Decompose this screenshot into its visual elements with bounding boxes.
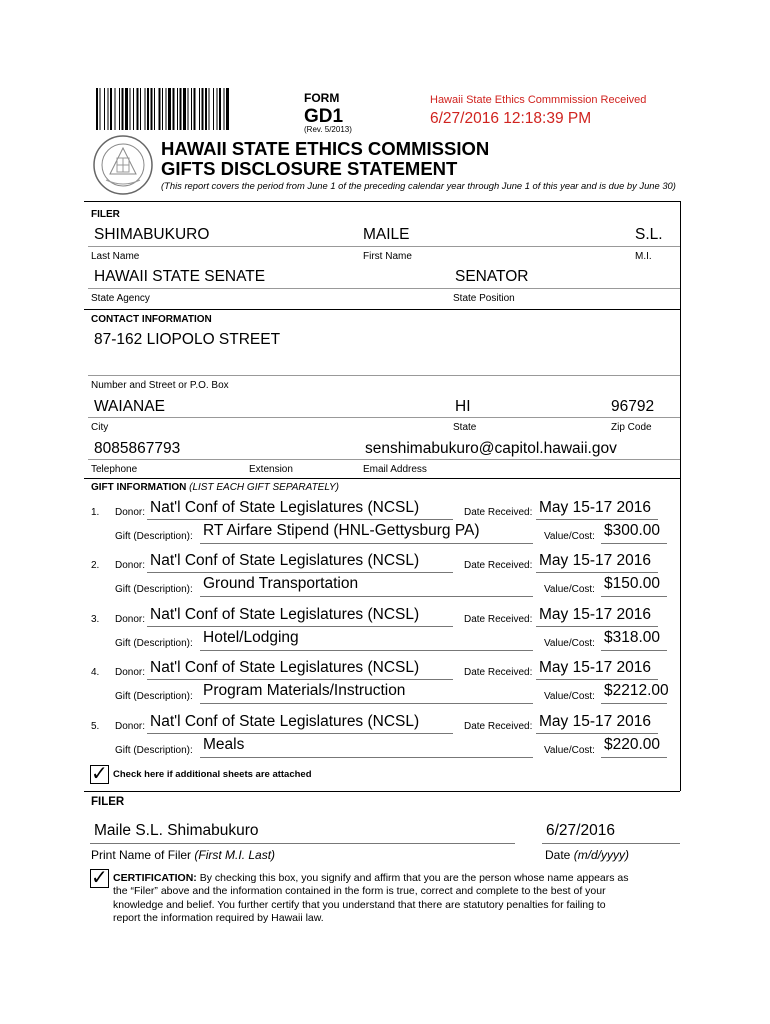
- gift-value-label: Value/Cost:: [544, 745, 595, 756]
- barcode-bar: [147, 88, 149, 130]
- barcode-bar: [226, 88, 229, 130]
- gift-donor-label: Donor:: [115, 560, 146, 571]
- gift-description-value[interactable]: Meals: [203, 736, 245, 753]
- telephone-value[interactable]: 8085867793: [94, 440, 181, 457]
- barcode-bar: [151, 88, 153, 130]
- gift-value-value[interactable]: $318.00: [604, 629, 661, 646]
- gift-value-value[interactable]: $150.00: [604, 575, 661, 592]
- state-agency-label: State Agency: [91, 293, 150, 304]
- city-value[interactable]: WAIANAE: [94, 398, 165, 415]
- first-name-value[interactable]: MAILE: [363, 226, 410, 243]
- gift-date-value[interactable]: May 15-17 2016: [539, 659, 652, 676]
- page-title-line2: GIFTS DISCLOSURE STATEMENT: [161, 158, 458, 179]
- barcode-bar: [159, 88, 161, 130]
- barcode-bar: [180, 88, 182, 130]
- email-label: Email Address: [363, 464, 427, 475]
- gift-donor-label: Donor:: [115, 667, 146, 678]
- barcode-bar: [199, 88, 200, 130]
- gift-value-label: Value/Cost:: [544, 691, 595, 702]
- barcode-bar: [183, 88, 186, 130]
- print-name-caption: [91, 848, 275, 862]
- signature-date-label: Date: [545, 848, 571, 862]
- form-label: FORM: [304, 91, 340, 105]
- gift-date-label: Date Received:: [464, 667, 533, 678]
- zip-value[interactable]: 96792: [611, 398, 655, 415]
- barcode-bar: [130, 88, 131, 130]
- print-name-hint: (First M.I. Last): [194, 848, 276, 862]
- gift-section-note: (LIST EACH GIFT SEPARATELY): [189, 482, 339, 493]
- check-icon: ✓: [91, 761, 108, 785]
- report-period-note: (This report covers the period from June 1 of the preceding calendar year through June 1 of this year and is due by June 30): [161, 180, 676, 191]
- certification-text: [113, 872, 629, 925]
- gift-description-label: Gift (Description):: [115, 691, 193, 702]
- barcode-bar: [205, 88, 207, 130]
- gift-value-label: Value/Cost:: [544, 531, 595, 542]
- gift-date-label: Date Received:: [464, 721, 533, 732]
- certification-line-1: By checking this box, you signify and affirm that you are the person whose name appears as: [199, 872, 629, 884]
- barcode-bar: [162, 88, 163, 130]
- barcode-bar: [108, 88, 109, 130]
- gift-description-label: Gift (Description):: [115, 638, 193, 649]
- check-icon: ✓: [91, 865, 108, 889]
- barcode-bar: [145, 88, 146, 130]
- gift-value-value[interactable]: $2212.00: [604, 682, 669, 699]
- state-seal-icon: [92, 134, 154, 196]
- gift-description-value[interactable]: Program Materials/Instruction: [203, 682, 406, 699]
- barcode-bar: [125, 88, 128, 130]
- gift-description-value[interactable]: Ground Transportation: [203, 575, 359, 592]
- gift-donor-value[interactable]: Nat'l Conf of State Legislatures (NCSL): [150, 713, 420, 730]
- barcode-bar: [209, 88, 210, 130]
- barcode-bar: [219, 88, 221, 130]
- gift-donor-label: Donor:: [115, 507, 146, 518]
- gift-donor-value[interactable]: Nat'l Conf of State Legislatures (NCSL): [150, 552, 420, 569]
- first-name-label: First Name: [363, 251, 412, 262]
- middle-initial-value[interactable]: S.L.: [635, 226, 663, 243]
- gift-description-value[interactable]: Hotel/Lodging: [203, 629, 299, 646]
- barcode-bar: [115, 88, 116, 130]
- gift-value-label: Value/Cost:: [544, 584, 595, 595]
- received-stamp-label: Hawaii State Ethics Commmission Received: [430, 94, 647, 106]
- certification-line-2: the “Filer” above and the information contained in the form is true, correct and complete to the best of your: [113, 885, 606, 898]
- barcode-bar: [173, 88, 175, 130]
- gift-date-value[interactable]: May 15-17 2016: [539, 499, 652, 516]
- signature-date-hint: (m/d/yyyy): [573, 848, 630, 862]
- gift-number: 1.: [91, 507, 100, 518]
- signature-date-caption: [545, 848, 629, 862]
- barcode-bar: [217, 88, 218, 130]
- zip-label: Zip Code: [611, 422, 652, 433]
- gift-donor-label: Donor:: [115, 721, 146, 732]
- barcode-bar: [168, 88, 171, 130]
- telephone-label: Telephone: [91, 464, 138, 475]
- print-name-label: Print Name of Filer: [91, 848, 192, 862]
- last-name-value[interactable]: SHIMABUKURO: [94, 226, 210, 243]
- state-agency-value[interactable]: HAWAII STATE SENATE: [94, 268, 266, 285]
- gift-donor-label: Donor:: [115, 614, 146, 625]
- gift-value-label: Value/Cost:: [544, 638, 595, 649]
- state-label: State: [453, 422, 477, 433]
- gift-description-label: Gift (Description):: [115, 531, 193, 542]
- gift-date-value[interactable]: May 15-17 2016: [539, 606, 652, 623]
- barcode-bar: [224, 88, 225, 130]
- gift-value-value[interactable]: $300.00: [604, 522, 661, 539]
- barcode-bar: [188, 88, 189, 130]
- gift-date-label: Date Received:: [464, 560, 533, 571]
- page-title-line1: HAWAII STATE ETHICS COMMISSION: [161, 138, 490, 159]
- barcode-bar: [122, 88, 124, 130]
- form-revision: (Rev. 5/2013): [304, 125, 352, 134]
- print-name-value[interactable]: Maile S.L. Shimabukuro: [94, 822, 259, 839]
- last-name-label: Last Name: [91, 251, 140, 262]
- barcode-bar: [110, 88, 112, 130]
- certification-line-3: knowledge and belief. You further certify that you understand that there are statutory penalties for failing to: [113, 898, 606, 911]
- barcode-bar: [202, 88, 204, 130]
- barcode-bar: [133, 88, 134, 130]
- gift-description-value[interactable]: RT Airfare Stipend (HNL-Gettysburg PA): [203, 522, 480, 539]
- street-value[interactable]: 87-162 LIOPOLO STREET: [94, 331, 281, 348]
- gift-date-label: Date Received:: [464, 507, 533, 518]
- middle-initial-label: M.I.: [635, 251, 652, 262]
- state-value[interactable]: HI: [455, 398, 471, 415]
- received-timestamp: 6/27/2016 12:18:39 PM: [430, 110, 592, 127]
- contact-section-label: CONTACT INFORMATION: [91, 314, 212, 325]
- street-label: Number and Street or P.O. Box: [91, 380, 229, 391]
- gift-value-value[interactable]: $220.00: [604, 736, 661, 753]
- state-position-label: State Position: [453, 293, 515, 304]
- gift-section-header: [91, 482, 339, 493]
- gift-description-label: Gift (Description):: [115, 745, 193, 756]
- barcode-bar: [213, 88, 214, 130]
- gift-description-label: Gift (Description):: [115, 584, 193, 595]
- barcode-bar: [140, 88, 141, 130]
- gift-donor-value[interactable]: Nat'l Conf of State Legislatures (NCSL): [150, 606, 420, 623]
- gift-donor-value[interactable]: Nat'l Conf of State Legislatures (NCSL): [150, 499, 420, 516]
- gift-date-value[interactable]: May 15-17 2016: [539, 713, 652, 730]
- barcode-bar: [177, 88, 178, 130]
- gift-number: 2.: [91, 560, 100, 571]
- email-value[interactable]: senshimabukuro@capitol.hawaii.gov: [365, 440, 617, 457]
- form-code: GD1: [304, 106, 344, 127]
- barcode-bar: [166, 88, 167, 130]
- filer-signature-section-label: FILER: [91, 796, 125, 808]
- gift-date-label: Date Received:: [464, 614, 533, 625]
- filer-section-label: FILER: [91, 209, 120, 220]
- barcode-bar: [154, 88, 155, 130]
- gift-number: 3.: [91, 614, 100, 625]
- gift-number: 5.: [91, 721, 100, 732]
- barcode-bar: [104, 88, 105, 130]
- barcode: [94, 88, 284, 132]
- additional-sheets-label: Check here if additional sheets are attached: [113, 769, 312, 780]
- certification-title: CERTIFICATION:: [113, 872, 197, 884]
- barcode-bar: [96, 88, 98, 130]
- gift-date-value[interactable]: May 15-17 2016: [539, 552, 652, 569]
- gift-donor-value[interactable]: Nat'l Conf of State Legislatures (NCSL): [150, 659, 420, 676]
- gift-section-label: GIFT INFORMATION: [91, 482, 187, 493]
- barcode-bar: [137, 88, 139, 130]
- gift-number: 4.: [91, 667, 100, 678]
- barcode-bar: [100, 88, 101, 130]
- barcode-bar: [119, 88, 120, 130]
- barcode-bar: [194, 88, 196, 130]
- barcode-bar: [191, 88, 192, 130]
- city-label: City: [91, 422, 109, 433]
- extension-label: Extension: [249, 464, 293, 475]
- certification-line-4: report the information required by Hawaii law.: [113, 911, 324, 924]
- state-position-value[interactable]: SENATOR: [455, 268, 529, 285]
- signature-date-value[interactable]: 6/27/2016: [546, 822, 615, 839]
